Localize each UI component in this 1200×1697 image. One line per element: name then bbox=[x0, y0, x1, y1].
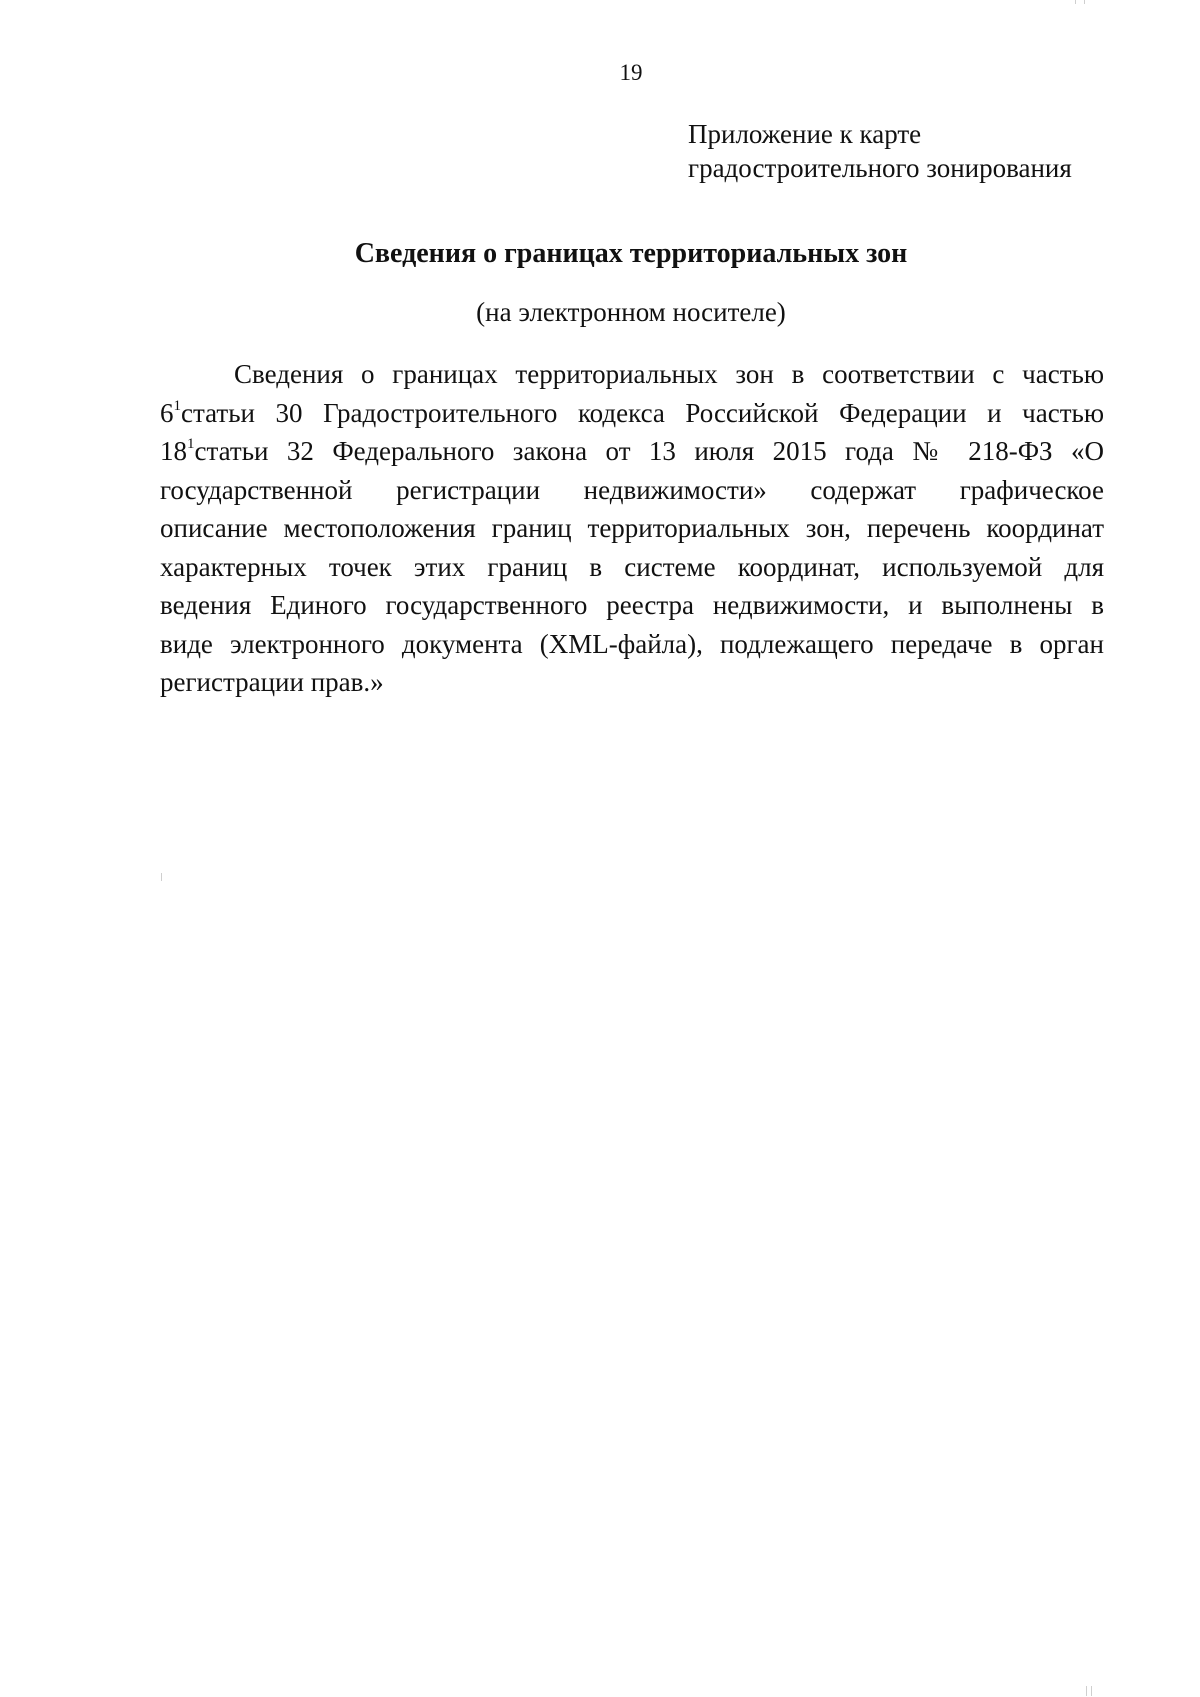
document-title: Сведения о границах территориальных зон bbox=[354, 238, 908, 269]
scan-artifact bbox=[1086, 1686, 1087, 1696]
article-number: 18 bbox=[160, 436, 187, 466]
scan-artifact bbox=[1084, 0, 1085, 4]
paragraph-line: ведения Единого государственного реестра недвижимости, и выполнены в bbox=[160, 590, 1104, 620]
paragraph-line bbox=[160, 432, 1104, 471]
appendix-note-line-2: градостроительного зонирования bbox=[688, 153, 1072, 183]
paragraph-line-text: статьи 30 Градостроительного кодекса Российской Федерации и частью bbox=[181, 397, 1104, 428]
paragraph-line: Сведения о границах территориальных зон в соответствии с частью bbox=[234, 359, 1104, 389]
paragraph-line bbox=[160, 394, 1104, 433]
paragraph-line: виде электронного документа (XML-файла), подлежащего передаче в орган bbox=[160, 628, 1104, 659]
appendix-note bbox=[688, 117, 1072, 185]
document-subtitle: (на электронном носителе) bbox=[476, 297, 786, 327]
article-number: 6 bbox=[160, 397, 174, 428]
paragraph-line: регистрации прав.» bbox=[160, 667, 384, 697]
page-number: 19 bbox=[619, 60, 643, 85]
paragraph-line: описание местоположения границ территориальных зон, перечень координат bbox=[160, 513, 1104, 543]
scan-artifact bbox=[1091, 1686, 1092, 1696]
scan-artifact bbox=[161, 873, 162, 881]
paragraph-line: государственной регистрации недвижимости» содержат графическое bbox=[160, 474, 1104, 505]
paragraph-line: характерных точек этих границ в системе координат, используемой для bbox=[160, 551, 1104, 582]
body-paragraph bbox=[160, 355, 1104, 702]
superscript: 1 bbox=[187, 436, 195, 452]
paragraph-line-text: статьи 32 Федерального закона от 13 июля 2015 года № 218-ФЗ «О bbox=[194, 436, 1104, 466]
scan-artifact bbox=[1075, 0, 1076, 4]
superscript: 1 bbox=[173, 397, 181, 414]
appendix-note-line-1: Приложение к карте bbox=[688, 119, 922, 149]
